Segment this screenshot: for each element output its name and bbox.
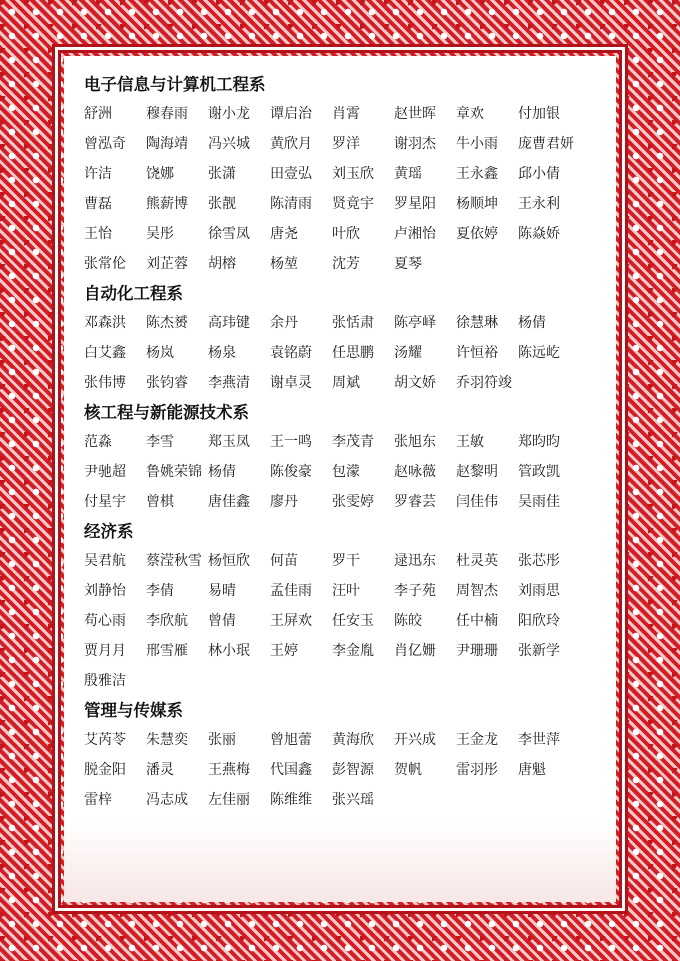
person-name: 任中楠 bbox=[456, 613, 498, 629]
person-name: 谢小龙 bbox=[208, 106, 250, 122]
person-name: 刘玉欣 bbox=[332, 166, 374, 182]
person-name: 鲁姚荣锦 bbox=[146, 464, 202, 480]
person-name: 曾倩 bbox=[208, 613, 236, 629]
person-name: 王永利 bbox=[518, 196, 560, 212]
person-name: 汤耀 bbox=[394, 345, 422, 361]
person-name: 何苗 bbox=[270, 553, 298, 569]
person-name: 张雯婷 bbox=[332, 494, 374, 510]
name-grid bbox=[84, 99, 604, 279]
person-name: 郑玉凤 bbox=[208, 434, 250, 450]
person-name: 陈远屹 bbox=[518, 345, 560, 361]
person-name: 王一鸣 bbox=[270, 434, 312, 450]
person-name: 邢雪雁 bbox=[146, 643, 188, 659]
person-name: 杨倩 bbox=[208, 464, 236, 480]
person-name: 吴彤 bbox=[146, 226, 174, 242]
person-name: 乔羽符竣 bbox=[456, 375, 512, 391]
person-name: 许恒裕 bbox=[456, 345, 498, 361]
name-grid bbox=[84, 546, 604, 696]
person-name: 尹珊珊 bbox=[456, 643, 498, 659]
person-name: 熊薪博 bbox=[146, 196, 188, 212]
person-name: 雷羽彤 bbox=[456, 762, 498, 778]
person-name: 唐尧 bbox=[270, 226, 298, 242]
section-title: 自动化工程系 bbox=[84, 284, 183, 303]
person-name: 周智杰 bbox=[456, 583, 498, 599]
person-name: 黄欣月 bbox=[270, 136, 312, 152]
person-name: 逯迅东 bbox=[394, 553, 436, 569]
person-name: 白艾鑫 bbox=[84, 345, 126, 361]
person-name: 张伟博 bbox=[84, 375, 126, 391]
person-name: 廖丹 bbox=[270, 494, 298, 510]
person-name: 王金龙 bbox=[456, 732, 498, 748]
person-name: 章欢 bbox=[456, 106, 484, 122]
person-name: 陈清雨 bbox=[270, 196, 312, 212]
person-name: 刘雨思 bbox=[518, 583, 560, 599]
person-name: 曾旭蕾 bbox=[270, 732, 312, 748]
person-name: 谢卓灵 bbox=[270, 375, 312, 391]
person-name: 李燕清 bbox=[208, 375, 250, 391]
person-name: 汪叶 bbox=[332, 583, 360, 599]
person-name: 袁铭蔚 bbox=[270, 345, 312, 361]
person-name: 杨泉 bbox=[208, 345, 236, 361]
person-name: 陶海靖 bbox=[146, 136, 188, 152]
person-name: 王燕梅 bbox=[208, 762, 250, 778]
person-name: 任安玉 bbox=[332, 613, 374, 629]
person-name: 冯志成 bbox=[146, 792, 188, 808]
name-grid bbox=[84, 725, 604, 815]
person-name: 徐雪凤 bbox=[208, 226, 250, 242]
person-name: 饶娜 bbox=[146, 166, 174, 182]
person-name: 肖亿姗 bbox=[394, 643, 436, 659]
person-name: 邱小倩 bbox=[518, 166, 560, 182]
person-name: 李金胤 bbox=[332, 643, 374, 659]
person-name: 罗洋 bbox=[332, 136, 360, 152]
person-name: 夏依婷 bbox=[456, 226, 498, 242]
person-name: 张芯彤 bbox=[518, 553, 560, 569]
person-name: 张钧睿 bbox=[146, 375, 188, 391]
person-name: 孟佳雨 bbox=[270, 583, 312, 599]
person-name: 张丽 bbox=[208, 732, 236, 748]
person-name: 张靓 bbox=[208, 196, 236, 212]
section-title: 管理与传媒系 bbox=[84, 701, 183, 720]
person-name: 雷梓 bbox=[84, 792, 112, 808]
person-name: 周斌 bbox=[332, 375, 360, 391]
person-name: 舒洲 bbox=[84, 106, 112, 122]
person-name: 易晴 bbox=[208, 583, 236, 599]
person-name: 蔡滢秋雪 bbox=[146, 553, 202, 569]
person-name: 李茂青 bbox=[332, 434, 374, 450]
person-name: 沈芳 bbox=[332, 256, 360, 272]
section-title: 核工程与新能源技术系 bbox=[84, 403, 249, 422]
section-title: 经济系 bbox=[84, 522, 134, 541]
person-name: 苟心雨 bbox=[84, 613, 126, 629]
person-name: 左佳丽 bbox=[208, 792, 250, 808]
person-name: 付加银 bbox=[518, 106, 560, 122]
person-name: 牛小雨 bbox=[456, 136, 498, 152]
person-name: 杨顺坤 bbox=[456, 196, 498, 212]
roster-content bbox=[84, 70, 604, 815]
person-name: 阳欣玲 bbox=[518, 613, 560, 629]
person-name: 陈焱娇 bbox=[518, 226, 560, 242]
person-name: 罗睿芸 bbox=[394, 494, 436, 510]
person-name: 闫佳伟 bbox=[456, 494, 498, 510]
person-name: 李欣航 bbox=[146, 613, 188, 629]
person-name: 唐佳鑫 bbox=[208, 494, 250, 510]
person-name: 唐魁 bbox=[518, 762, 546, 778]
person-name: 贺帆 bbox=[394, 762, 422, 778]
person-name: 余丹 bbox=[270, 315, 298, 331]
person-name: 潘灵 bbox=[146, 762, 174, 778]
person-name: 吴雨佳 bbox=[518, 494, 560, 510]
person-name: 王婷 bbox=[270, 643, 298, 659]
person-name: 叶欣 bbox=[332, 226, 360, 242]
person-name: 林小珉 bbox=[208, 643, 250, 659]
person-name: 杨岚 bbox=[146, 345, 174, 361]
person-name: 许洁 bbox=[84, 166, 112, 182]
person-name: 艾芮苓 bbox=[84, 732, 126, 748]
person-name: 庞曹君妍 bbox=[518, 136, 574, 152]
person-name: 赵咏薇 bbox=[394, 464, 436, 480]
person-name: 代国鑫 bbox=[270, 762, 312, 778]
person-name: 王永鑫 bbox=[456, 166, 498, 182]
person-name: 赵黎明 bbox=[456, 464, 498, 480]
person-name: 曾棋 bbox=[146, 494, 174, 510]
person-name: 谭启治 bbox=[270, 106, 312, 122]
person-name: 杨倩 bbox=[518, 315, 546, 331]
person-name: 赵世晖 bbox=[394, 106, 436, 122]
person-name: 黄瑶 bbox=[394, 166, 422, 182]
person-name: 胡文娇 bbox=[394, 375, 436, 391]
person-name: 贾月月 bbox=[84, 643, 126, 659]
person-name: 管政凯 bbox=[518, 464, 560, 480]
person-name: 陈维维 bbox=[270, 792, 312, 808]
person-name: 杨恒欣 bbox=[208, 553, 250, 569]
paper-bottom-fade bbox=[64, 820, 616, 902]
person-name: 张新学 bbox=[518, 643, 560, 659]
person-name: 刘芷蓉 bbox=[146, 256, 188, 272]
person-name: 吴君航 bbox=[84, 553, 126, 569]
person-name: 李雪 bbox=[146, 434, 174, 450]
person-name: 穆春雨 bbox=[146, 106, 188, 122]
person-name: 朱慧奕 bbox=[146, 732, 188, 748]
person-name: 脱金阳 bbox=[84, 762, 126, 778]
person-name: 陈杰赟 bbox=[146, 315, 188, 331]
person-name: 黄海欣 bbox=[332, 732, 374, 748]
person-name: 李倩 bbox=[146, 583, 174, 599]
person-name: 肖霄 bbox=[332, 106, 360, 122]
person-name: 罗干 bbox=[332, 553, 360, 569]
person-name: 曹磊 bbox=[84, 196, 112, 212]
person-name: 陈俊豪 bbox=[270, 464, 312, 480]
person-name: 罗星阳 bbox=[394, 196, 436, 212]
name-grid bbox=[84, 427, 604, 517]
person-name: 王怡 bbox=[84, 226, 112, 242]
person-name: 贤竟宇 bbox=[332, 196, 374, 212]
person-name: 殷雅洁 bbox=[84, 673, 126, 689]
person-name: 彭智源 bbox=[332, 762, 374, 778]
person-name: 开兴成 bbox=[394, 732, 436, 748]
person-name: 曾泓奇 bbox=[84, 136, 126, 152]
person-name: 李子苑 bbox=[394, 583, 436, 599]
person-name: 张恬肃 bbox=[332, 315, 374, 331]
person-name: 张常伦 bbox=[84, 256, 126, 272]
person-name: 张潇 bbox=[208, 166, 236, 182]
person-name: 冯兴城 bbox=[208, 136, 250, 152]
person-name: 谢羽杰 bbox=[394, 136, 436, 152]
person-name: 卢湘怡 bbox=[394, 226, 436, 242]
person-name: 范淼 bbox=[84, 434, 112, 450]
person-name: 刘静怡 bbox=[84, 583, 126, 599]
person-name: 邓森洪 bbox=[84, 315, 126, 331]
person-name: 杨堃 bbox=[270, 256, 298, 272]
person-name: 陈皎 bbox=[394, 613, 422, 629]
name-grid bbox=[84, 308, 604, 398]
person-name: 徐慧琳 bbox=[456, 315, 498, 331]
person-name: 任思鹏 bbox=[332, 345, 374, 361]
person-name: 高玮键 bbox=[208, 315, 250, 331]
person-name: 李世萍 bbox=[518, 732, 560, 748]
person-name: 田壹弘 bbox=[270, 166, 312, 182]
person-name: 尹驰超 bbox=[84, 464, 126, 480]
person-name: 包濛 bbox=[332, 464, 360, 480]
person-name: 付星宇 bbox=[84, 494, 126, 510]
person-name: 张旭东 bbox=[394, 434, 436, 450]
person-name: 张兴瑶 bbox=[332, 792, 374, 808]
person-name: 杜灵英 bbox=[456, 553, 498, 569]
person-name: 郑昀昀 bbox=[518, 434, 560, 450]
person-name: 王屏欢 bbox=[270, 613, 312, 629]
person-name: 陈亭峄 bbox=[394, 315, 436, 331]
person-name: 夏琴 bbox=[394, 256, 422, 272]
person-name: 胡榕 bbox=[208, 256, 236, 272]
section-title: 电子信息与计算机工程系 bbox=[84, 75, 266, 94]
person-name: 王敏 bbox=[456, 434, 484, 450]
